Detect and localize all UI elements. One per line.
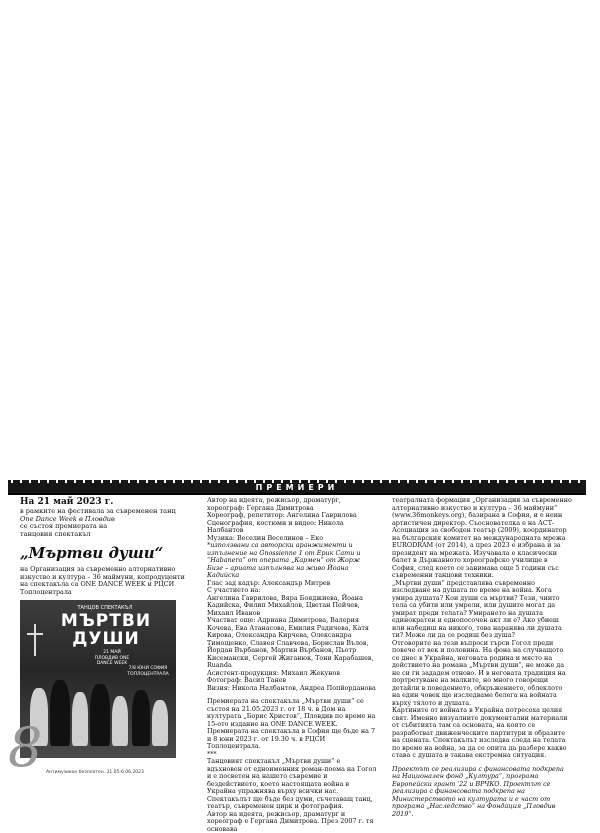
credit-line: Асистент-продукция: Михаил Жекунов [207,670,377,678]
subtitle-line: One Dance Week в Пловдив [20,516,190,524]
poster-top-line: ТАНЦОВ СПЕКТАКЪЛ [60,605,150,613]
credit-line: Визия: Никола Налбантов, Андреа Попйорданова [207,685,377,693]
subtitle-line: се състоя премиерата на [20,523,190,531]
performance-title: „Мъртви души“ [20,544,190,562]
poster-title: МЪРТВИ ДУШИ [58,612,154,648]
article-paragraph: Премиерата на спектакъла „Мъртви души“ се състоя на 21.05.2023 г. от 18 ч. в Дом на културата „Борис Христов“, Пловдив по време на 15-ото издание на ONE DANCE WEEK. [207,698,377,728]
column-middle [207,497,377,833]
poster-dates-sofia: 7/8 ЮНИ СОФИЯ ТОПЛОЦЕНТРАЛА [122,666,174,677]
separator: *** [207,751,377,759]
dancer-figure [50,680,70,746]
article-paragraph: „Мъртви души“ представлява съвременно изследване на душата по време на война. Кога умира душата? Кои души са мъртви? Тези, чиито тела са убити или умрели, или душите могат да умират преди телата? Умирането на душата единократен и еднопосочен акт ли е? Ако убиеш или набедиш на никого, това наранява ли душата ти? Може ли да се родиш без душа? [392,580,572,640]
dancer-figure [112,696,128,746]
section-title: ПРЕМИЕРИ [8,482,586,493]
funding-note: Проектът се реализира с финансовата подкрепа на Национален фонд „Култура“, програма Европейски грант '22 и ВРЧКО. Проектът се реализира с финансовата подкрепа на Министерството на културата и е част от програма „Наследство“ на Фондация „Пловдив 2019“. [392,766,572,819]
credit-line: Музика: Веселин Веселинов – Еко [207,535,377,543]
credit-line: *използвани са авторски аранжименти и изпълнение на Gnossienne 1 от Ерик Сати и “Habanera” от операта „Кармен“ от Жорж Бизе – ариата изпълнява на живо Йоана Кадийска [207,542,377,580]
article-paragraph: Танцовият спектакъл „Мъртви души“ е вдъхновен от едноименния роман-поема на Гогол и е посветен на нашето съвремие и бездействието, което настоящата война в Украйна упражнява върху всички нас. Спектакълът ще бъде без думи, съчетаващ танц, театър, съвременен цирк и фотография. [207,758,377,811]
issue-info: Антимузикон безплатен. 31.05-6.06.2023 [46,770,144,775]
dancer-figure [72,692,88,746]
subtitle-line: танцовия спектакъл [20,531,190,539]
dancer-figure [152,700,168,746]
credit-line: Хореограф, репетитор: Ангелина Гаврилова [207,512,377,520]
article-paragraph: Отговорите на тези въпроси търси Гогол преди повече от век и половина. На фона на случващото се днес в Украйна, неговата родина и място на действието на романа „Мъртви души“, не може да не си ги зададем отново. И в неговата традиция на портретуване на малките, но много говорещи детайли в поведението, обкръжението, облеклото на един човек ще изследваме белега на войната върху тялото и душата. [392,640,572,708]
article-paragraph: театралната формация „Организация за съвременно алтернативно изкуство и култура – 36 маймуни“ (www.36monkeys.org), базирана в София, и е неин артистичен директор. Съоснователка е на АСТ-Асоциация за свободен театър (2009), координатор на българския комитет на международната мрежа EURODRAM (от 2014), а през 2023 е избрана и за президент на мрежата. Изучавала е класически балет в Държавното хореографско училище в София, след което се занимава още 5 години със съвременни танцови техники. [392,497,572,580]
dancer-figure [132,690,150,746]
article-paragraph: Картините от войната в Украйна потресоха целия свят. Именно визуалните документални материали от събитията там са основата, на която се разработват движенческите партитури и образите на сцената. Спектакълът изследва следа на телата по време на война, за да се опита да разбере какво става с душата в такава екстремна ситуация. [392,707,572,760]
dancer-figure [90,684,110,746]
credit-line: С участието на: [207,587,377,595]
credit-line: Фотограф: Васил Танев [207,677,377,685]
credit-line: Участват още: Адриана Димитрова, Валерия Кочева, Ева Атанасова, Емилия Радичева, Катя Кирова, Олександра Кирчева, Олександра Тимощенко, Славея Славчева, Борислав Вълов, Йордан Върбанов, Мартин Върбанов, Пьотр Кисемански, Сергей Жиганюк, Тони Карабашев, Ruanda [207,617,377,670]
article-date: На 21 май 2023 г. [20,497,190,508]
cross-icon [34,624,36,656]
column-left [20,497,190,758]
organizer-text: на Организация за съвременно алтернативно изкуство и култура – 36 маймуни, копродуценти на спектакъла са ONE DANCE WEEK и РЦСИ Топлоцентрала [20,566,190,596]
column-right [392,497,572,818]
article-paragraph: Автор на идеята, режисьор, драматург и хореограф е Гергана Димитрова. През 2007 г. тя основава [207,811,377,833]
poster-image [20,600,176,758]
subtitle-line: в рамките на фестивала за съвременен танц [20,508,190,516]
poster-dates: 21 МАЙ ПЛОВДИВ ONE DANCE WEEK [92,650,132,667]
section-banner [8,482,586,495]
credit-line: Автор на идеята, режисьор, драматург, хореограф: Гергана Димитрова [207,497,377,512]
credit-line: Ангелина Гаврилова, Вяра Бояджиева, Йоана Кадийска, Филип Михайлов, Цветан Пейчев, Михаил Иванов [207,595,377,618]
page-number: 8 [8,718,42,778]
credit-line: Глас зад кадър: Александър Митрев [207,580,377,588]
credit-line: Сценография, костюми и видео: Никола Налбантов [207,520,377,535]
article-paragraph: Премиерата на спектакъла в София ще бъде на 7 и 8 юни 2023 г. от 19.30 ч. в РЦСИ Топлоцентрала. [207,728,377,751]
